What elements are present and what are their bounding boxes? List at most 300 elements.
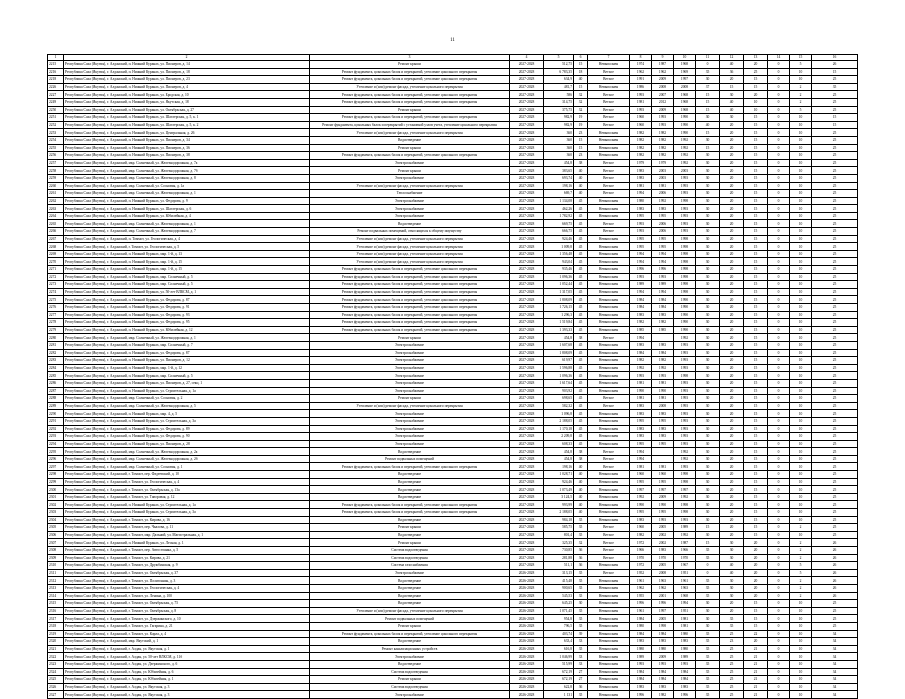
table-cell: 1982 <box>652 152 674 160</box>
table-cell: 0 <box>768 562 790 570</box>
table-cell: Ремонт крыши <box>310 167 510 175</box>
table-cell: 1993 <box>674 660 696 668</box>
table-cell: 20 <box>720 319 744 327</box>
table-cell: 35 <box>720 622 744 630</box>
table-cell: 2027-2028 <box>510 395 544 403</box>
table-cell: 0 <box>768 584 790 592</box>
table-cell: 2254 <box>48 136 64 144</box>
table-cell: Электроснабжение <box>310 410 510 418</box>
table-cell: 1993 <box>674 182 696 190</box>
table-cell: Ремонт фундамента, цокольных балок и перекрытий, утепление цокольного перекрытия <box>310 326 510 334</box>
table-cell: 1 046,99 <box>544 653 574 661</box>
table-cell: 25 <box>812 334 858 342</box>
table-cell: 25 <box>812 266 858 274</box>
table-cell: Водоотведение <box>310 531 510 539</box>
table-cell: Ремонт фундамента, цокольных балок и перекрытий, утепление цокольного перекрытия <box>310 266 510 274</box>
table-row <box>48 114 858 122</box>
table-cell: 32 <box>574 91 588 99</box>
table-cell: 40 <box>574 167 588 175</box>
table-cell: 25 <box>812 402 858 410</box>
table-cell: Республика Саха (Якутия), г. Алданский, п. Нижний Куранах, ул. Пионеров, д. 28 <box>64 440 310 448</box>
table-cell: 2027-2028 <box>510 106 544 114</box>
table-cell: Ремонт подвальных помещений <box>310 615 510 623</box>
table-cell: 1983 <box>630 410 652 418</box>
table-row <box>48 683 858 691</box>
table-cell: 1994 <box>630 448 652 456</box>
table-cell: Ремонт фундамента, цокольных балок и перекрытий, утепление цокольного перекрытия <box>310 311 510 319</box>
table-cell: Невыполнен <box>588 592 630 600</box>
table-cell: 2027-2028 <box>510 554 544 562</box>
table-cell: 25 <box>812 486 858 494</box>
table-cell: 801,4 <box>544 531 574 539</box>
table-cell: Невыполнен <box>588 288 630 296</box>
table-cell: 20 <box>720 129 744 137</box>
table-cell: 2250 <box>48 106 64 114</box>
table-cell: 0 <box>768 106 790 114</box>
table-cell: 2 <box>790 83 812 91</box>
table-cell: 0 <box>768 645 790 653</box>
table-cell: Утепление и (или) ремонт фасада, утепление цокольного перекрытия <box>310 258 510 266</box>
table-cell: 45 <box>574 197 588 205</box>
table-cell: Республика Саха (Якутия), г. Алданский, г. Томмот, ул. Таворовая, д. 12 <box>64 493 310 501</box>
table-cell: 10 <box>790 258 812 266</box>
table-cell: 35 <box>574 592 588 600</box>
table-cell: 15 <box>744 235 768 243</box>
table-cell: Республика Саха (Якутия), г. Алданский, г. Алдан, ул. 50-лет ВЛКСМ, д. 11б <box>64 653 310 661</box>
table-cell: Республика Саха (Якутия), г. Алданский, п. Нижний Куранах, ул. Юбилейная, д. 12 <box>64 326 310 334</box>
table-cell: 2287 <box>48 387 64 395</box>
table-cell: 30 <box>696 516 720 524</box>
table-cell: 33 <box>574 638 588 646</box>
table-cell: Невыполнен <box>588 615 630 623</box>
table-cell: 1998 <box>674 243 696 251</box>
table-cell: 1968 <box>674 91 696 99</box>
table-cell: 10 <box>790 417 812 425</box>
table-cell: 35 <box>574 584 588 592</box>
table-cell: 2282 <box>48 349 64 357</box>
table-cell: 1984 <box>630 676 652 684</box>
table-cell: 35 <box>574 569 588 577</box>
table-cell: 20 <box>720 524 744 532</box>
table-cell: 2026-2028 <box>510 638 544 646</box>
table-cell: 1990 <box>674 121 696 129</box>
table-cell: Ветхое <box>588 539 630 547</box>
table-cell: 935,46 <box>544 266 574 274</box>
table-cell: 35 <box>696 630 720 638</box>
table-cell: Невыполнен <box>588 235 630 243</box>
table-row <box>48 273 858 281</box>
table-cell: 2027-2028 <box>510 197 544 205</box>
table-cell: 45 <box>574 235 588 243</box>
table-cell: Ветхое <box>588 524 630 532</box>
table-row <box>48 334 858 342</box>
table-cell: 1995 <box>652 212 674 220</box>
table-cell: 10 <box>790 501 812 509</box>
table-cell: 0 <box>768 296 790 304</box>
table-cell: Республика Саха (Якутия), г. Алданский, г. Алдан, ул. Якутская, д. 1 <box>64 645 310 653</box>
table-cell: 20 <box>720 387 744 395</box>
table-cell: 1982 <box>630 129 652 137</box>
table-cell: 15 <box>744 182 768 190</box>
table-cell: 1984 <box>630 296 652 304</box>
table-cell: 30 <box>696 379 720 387</box>
table-cell: 30 <box>720 114 744 122</box>
table-cell: Республика Саха (Якутия), г. Алданский, п. Нижний Куранах, ул. Федорова, д. 95 <box>64 319 310 327</box>
table-cell: 0 <box>768 471 790 479</box>
table-cell: 25 <box>720 660 744 668</box>
table-cell: 0 <box>768 577 790 585</box>
table-cell: 1981 <box>652 463 674 471</box>
table-cell: 45 <box>574 433 588 441</box>
table-cell: 25 <box>812 615 858 623</box>
table-cell: 2009 <box>652 493 674 501</box>
table-cell: Ремонт крыши <box>310 144 510 152</box>
table-cell: Электроснабжение <box>310 197 510 205</box>
table-cell: 25 <box>812 281 858 289</box>
table-cell: 2 <box>790 547 812 555</box>
table-cell: Республика Саха (Якутия), г. Алданский, г. Томмот, ул. Кирова, д. 16 <box>64 516 310 524</box>
table-cell: 0 <box>768 615 790 623</box>
table-cell: Республика Саха (Якутия), г. Алданский, п. Нижний Куранах, мкр. Солнечный, д. 7 <box>64 341 310 349</box>
table-cell: 2312 <box>48 577 64 585</box>
table-cell: 15 <box>744 250 768 258</box>
table-cell: 0 <box>768 364 790 372</box>
table-cell: 0 <box>768 539 790 547</box>
table-cell: Водоотведение <box>310 478 510 486</box>
table-cell: 25 <box>812 250 858 258</box>
table-cell: Ремонт фундамента, цокольных балок и перекрытий, утепление цокольного перекрытия <box>310 501 510 509</box>
table-cell: 2003 <box>652 174 674 182</box>
table-cell: 1993 <box>674 174 696 182</box>
table-cell: 645,25 <box>544 600 574 608</box>
table-cell: 403,74 <box>544 630 574 638</box>
table-cell: 2295 <box>48 448 64 456</box>
table-cell: 1983 <box>652 638 674 646</box>
table-cell: 511,1 <box>544 562 574 570</box>
table-cell: 10 <box>790 235 812 243</box>
table-cell: 1952 <box>630 569 652 577</box>
table-cell: Теплоснабжение <box>310 190 510 198</box>
table-cell: 20 <box>720 182 744 190</box>
table-cell: Республика Саха (Якутия), г. Алданский, п. Нижний Куранах, мкр. Солнечный, д. 5 <box>64 273 310 281</box>
table-cell: 27 <box>574 676 588 684</box>
table-cell: 30 <box>696 243 720 251</box>
table-cell: 0 <box>768 76 790 84</box>
table-cell: 1 134,08 <box>544 197 574 205</box>
table-cell: 25 <box>812 197 858 205</box>
table-cell: 10 <box>790 190 812 198</box>
table-cell: 924,46 <box>544 235 574 243</box>
table-cell: 1993 <box>674 417 696 425</box>
table-cell: 1981 <box>630 98 652 106</box>
table-cell: 2297 <box>48 463 64 471</box>
table-cell: 2026-2028 <box>510 584 544 592</box>
table-cell: 32 <box>574 106 588 114</box>
table-cell: 1993 <box>630 220 652 228</box>
table-cell: 15 <box>744 410 768 418</box>
table-cell: 10 <box>790 159 812 167</box>
column-header: 9 <box>652 55 674 61</box>
table-cell: 1993 <box>674 402 696 410</box>
table-cell: 10 <box>790 152 812 160</box>
table-cell: 30 <box>696 311 720 319</box>
table-cell: 15 <box>574 144 588 152</box>
table-cell: Республика Саха (Якутия), г. Алданский, п. Нижний Куранах, ул. Октябрьская, д. 27 <box>64 106 310 114</box>
table-cell: 2012 <box>652 98 674 106</box>
table-cell: 608,33 <box>544 440 574 448</box>
table-cell: 2305 <box>48 524 64 532</box>
table-cell: Республика Саха (Якутия), г. Алданский, п. Нижний Куранах, ул. Пионеров, д. 34 <box>64 136 310 144</box>
table-cell: 1968 <box>674 98 696 106</box>
table-cell: 1980 <box>630 197 652 205</box>
table-cell: 26 <box>812 584 858 592</box>
table-cell: Невыполнен <box>588 410 630 418</box>
table-cell: 586 <box>544 91 574 99</box>
table-cell: 0 <box>768 622 790 630</box>
table-cell: 25 <box>812 509 858 517</box>
table-cell: 1980 <box>674 630 696 638</box>
column-header: 11 <box>696 55 720 61</box>
table-cell: 20 <box>720 410 744 418</box>
table-cell: 2027-2028 <box>510 486 544 494</box>
table-cell: 40 <box>574 501 588 509</box>
table-cell: 0 <box>768 159 790 167</box>
table-cell: 15 <box>744 281 768 289</box>
table-cell: Электроснабжение <box>310 364 510 372</box>
table-cell: 2027-2028 <box>510 493 544 501</box>
table-cell: 15 <box>744 273 768 281</box>
table-cell: 1951 <box>674 569 696 577</box>
table-cell: Электроснабжение <box>310 372 510 380</box>
table-cell: 0 <box>768 341 790 349</box>
table-cell: 2027-2028 <box>510 387 544 395</box>
table-cell: 20 <box>720 478 744 486</box>
table-cell: 25 <box>812 152 858 160</box>
table-row <box>48 106 858 114</box>
table-row <box>48 387 858 395</box>
table-cell: 30 <box>696 531 720 539</box>
table-cell: 0 <box>768 281 790 289</box>
table-cell: 35 <box>696 676 720 684</box>
table-cell: Республика Саха (Якутия), г. Алданский, п. Нижний Куранах, мкр. 1-й, д. 15 <box>64 266 310 274</box>
table-cell: Невыполнен <box>588 622 630 630</box>
table-cell: Республика Саха (Якутия), г. Алданский, п. Нижний Куранах, ул. Пионеров, д. 14 <box>64 61 310 69</box>
table-cell: 0 <box>768 463 790 471</box>
table-cell: 30 <box>696 273 720 281</box>
table-row <box>48 174 858 182</box>
table-cell: 30 <box>696 304 720 312</box>
table-row <box>48 319 858 327</box>
table-cell: 0 <box>768 220 790 228</box>
table-cell: Республика Саха (Якутия), г. Алданский, п. Нижний Куранах, ул. Пионеров, д. 27, секц. 1 <box>64 379 310 387</box>
table-cell: 585,75 <box>544 524 574 532</box>
table-cell: 21 <box>744 691 768 699</box>
table-row <box>48 258 858 266</box>
table-cell: 20 <box>720 349 744 357</box>
table-cell: 2319 <box>48 630 64 638</box>
table-cell: 30 <box>696 296 720 304</box>
table-cell: 0 <box>768 83 790 91</box>
table-cell: 2317 <box>48 615 64 623</box>
table-cell: 10 <box>790 402 812 410</box>
table-cell: Невыполнен <box>588 296 630 304</box>
table-cell: 545,53 <box>544 592 574 600</box>
table-cell: 1990 <box>630 387 652 395</box>
table-cell: 903,92 <box>544 387 574 395</box>
table-cell: 0 <box>768 691 790 699</box>
table-cell: 0 <box>768 98 790 106</box>
table-cell: Утепление и (или) ремонт фасада, утепление цокольного перекрытия <box>310 129 510 137</box>
table-cell: 2027-2028 <box>510 76 544 84</box>
table-cell: Водоотведение <box>310 600 510 608</box>
table-cell: 10 <box>790 129 812 137</box>
table-cell: 20 <box>720 266 744 274</box>
table-cell: 10 <box>790 349 812 357</box>
table-row <box>48 448 858 456</box>
table-cell: 0 <box>768 311 790 319</box>
table-cell: Ремонт фундамента, цокольных балок и перекрытий, утепление цокольного перекрытия <box>310 114 510 122</box>
table-cell: 0 <box>768 304 790 312</box>
table-cell: 36 <box>574 562 588 570</box>
table-cell: 2027-2028 <box>510 539 544 547</box>
table-row <box>48 311 858 319</box>
table-cell: 1998 <box>674 197 696 205</box>
table-row <box>48 68 858 76</box>
table-cell: Невыполнен <box>588 357 630 365</box>
table-cell: Республика Саха (Якутия), г. Алданский, г. Томмот, ул. Геологическая, д. 4 <box>64 478 310 486</box>
table-cell: Республика Саха (Якутия), г. Алданский, мкр. Солнечный, ул. Сосновая, д. 1а <box>64 182 310 190</box>
table-cell: Республика Саха (Якутия), г. Алданский, г. Алдан, ул. Якутская, д. 3 <box>64 691 310 699</box>
table-cell: 2252 <box>48 121 64 129</box>
table-cell: 21 <box>744 683 768 691</box>
table-cell: 2026-2028 <box>510 653 544 661</box>
table-cell: 30 <box>720 91 744 99</box>
table-cell: 1992 <box>630 493 652 501</box>
table-cell: 25 <box>812 144 858 152</box>
table-cell: Республика Саха (Якутия), г. Алданский, мкр. Солнечный, ул. Железнодорожная, д. 8 <box>64 174 310 182</box>
table-cell: 1995 <box>652 235 674 243</box>
table-cell: Республика Саха (Якутия), г. Алданский, п. Нижний Куранах, ул. Строительная, д. 3а <box>64 417 310 425</box>
table-cell: 25 <box>720 645 744 653</box>
table-cell: 20 <box>720 341 744 349</box>
table-cell: 2003 <box>674 167 696 175</box>
table-cell: 20 <box>720 121 744 129</box>
table-cell: 1960 <box>630 524 652 532</box>
table-cell: 2296 <box>48 455 64 463</box>
table-row <box>48 83 858 91</box>
table-cell: Республика Саха (Якутия), г. Алданский, п. Нижний Куранах, ул. Лесная, д. 1 <box>64 539 310 547</box>
table-cell: 1997 <box>674 486 696 494</box>
table-cell: 20 <box>720 493 744 501</box>
table-row <box>48 190 858 198</box>
table-cell: 2304 <box>48 516 64 524</box>
table-cell: 1996 <box>630 691 652 699</box>
table-cell: 454,8 <box>544 448 574 456</box>
table-cell: 10 <box>790 266 812 274</box>
table-cell: 0 <box>768 349 790 357</box>
table-cell: Невыполнен <box>588 372 630 380</box>
table-cell: Республика Саха (Якутия), г. Алданский, п. Нижний Куранах, ул. Шахтерская, д. 6 <box>64 205 310 213</box>
table-cell: 45 <box>574 417 588 425</box>
table-cell: 25 <box>812 463 858 471</box>
table-cell: 20 <box>720 174 744 182</box>
table-row <box>48 615 858 623</box>
table-cell: 1983 <box>652 410 674 418</box>
table-cell: 2027-2028 <box>510 334 544 342</box>
column-header: 14 <box>768 55 790 61</box>
table-cell: 18 <box>574 68 588 76</box>
table-cell: 30 <box>696 159 720 167</box>
table-row <box>48 121 858 129</box>
table-cell: 30 <box>696 402 720 410</box>
table-cell: Ремонт фундамента, цокольных балок и перекрытий, утепление цокольного перекрытия <box>310 319 510 327</box>
table-cell: 2008 <box>674 83 696 91</box>
table-cell: 10 <box>790 334 812 342</box>
table-cell: 15 <box>744 615 768 623</box>
table-cell: 1998 <box>674 281 696 289</box>
table-cell: 1993 <box>674 387 696 395</box>
table-cell: 1993 <box>630 273 652 281</box>
table-cell: 30 <box>696 486 720 494</box>
table-cell: Электроснабжение <box>310 387 510 395</box>
table-cell: 0 <box>768 455 790 463</box>
table-cell: Республика Саха (Якутия), г. Алданский, п. Нижний Куранах, ул. Строительная, д. 1а <box>64 501 310 509</box>
table-cell: Невыполнен <box>588 417 630 425</box>
table-cell: 40 <box>720 569 744 577</box>
table-cell: 796,5 <box>544 622 574 630</box>
table-cell: 2027-2028 <box>510 281 544 289</box>
table-cell: 1 131 <box>544 691 574 699</box>
table-cell: Ветхое <box>588 174 630 182</box>
table-cell: Республика Саха (Якутия), г. Алданский, п. Нижний Куранах, ул. Центральная, д. 26 <box>64 129 310 137</box>
table-cell: 325,35 <box>544 539 574 547</box>
table-row <box>48 281 858 289</box>
table-cell: 1994 <box>630 258 652 266</box>
table-row <box>48 364 858 372</box>
table-cell: 45 <box>574 220 588 228</box>
table-cell: 10 <box>790 387 812 395</box>
table-cell: Ветхое <box>588 98 630 106</box>
table-cell: Республика Саха (Якутия), г. Алданский, г. Томмот, ул. Ленина, д. 100 <box>64 592 310 600</box>
table-cell: 1 596,88 <box>544 364 574 372</box>
table-cell: 2324 <box>48 668 64 676</box>
table-cell: 1969 <box>674 68 696 76</box>
table-cell: 25 <box>812 319 858 327</box>
table-cell: 0 <box>768 114 790 122</box>
table-cell: 1995 <box>652 509 674 517</box>
table-cell: 2027-2028 <box>510 341 544 349</box>
table-cell: 20 <box>744 554 768 562</box>
table-cell: 2255 <box>48 144 64 152</box>
table-cell: Республика Саха (Якутия), г. Алданский, п. Нижний Куранах, ул. Федорова, д. 89 <box>64 425 310 433</box>
table-cell: 1984 <box>674 668 696 676</box>
table-cell: Невыполнен <box>588 243 630 251</box>
table-cell: Электроснабжение <box>310 653 510 661</box>
table-cell: 2291 <box>48 417 64 425</box>
table-cell: 30 <box>696 326 720 334</box>
table-cell: 15 <box>744 471 768 479</box>
table-cell: 0 <box>768 516 790 524</box>
table-cell: Невыполнен <box>588 630 630 638</box>
table-row <box>48 98 858 106</box>
table-cell: 0 <box>768 91 790 99</box>
table-cell: 15 <box>744 387 768 395</box>
table-cell: 2027-2028 <box>510 357 544 365</box>
table-row <box>48 516 858 524</box>
table-cell: 15 <box>744 600 768 608</box>
table-cell: 2 188,05 <box>544 417 574 425</box>
table-cell: 25 <box>812 379 858 387</box>
